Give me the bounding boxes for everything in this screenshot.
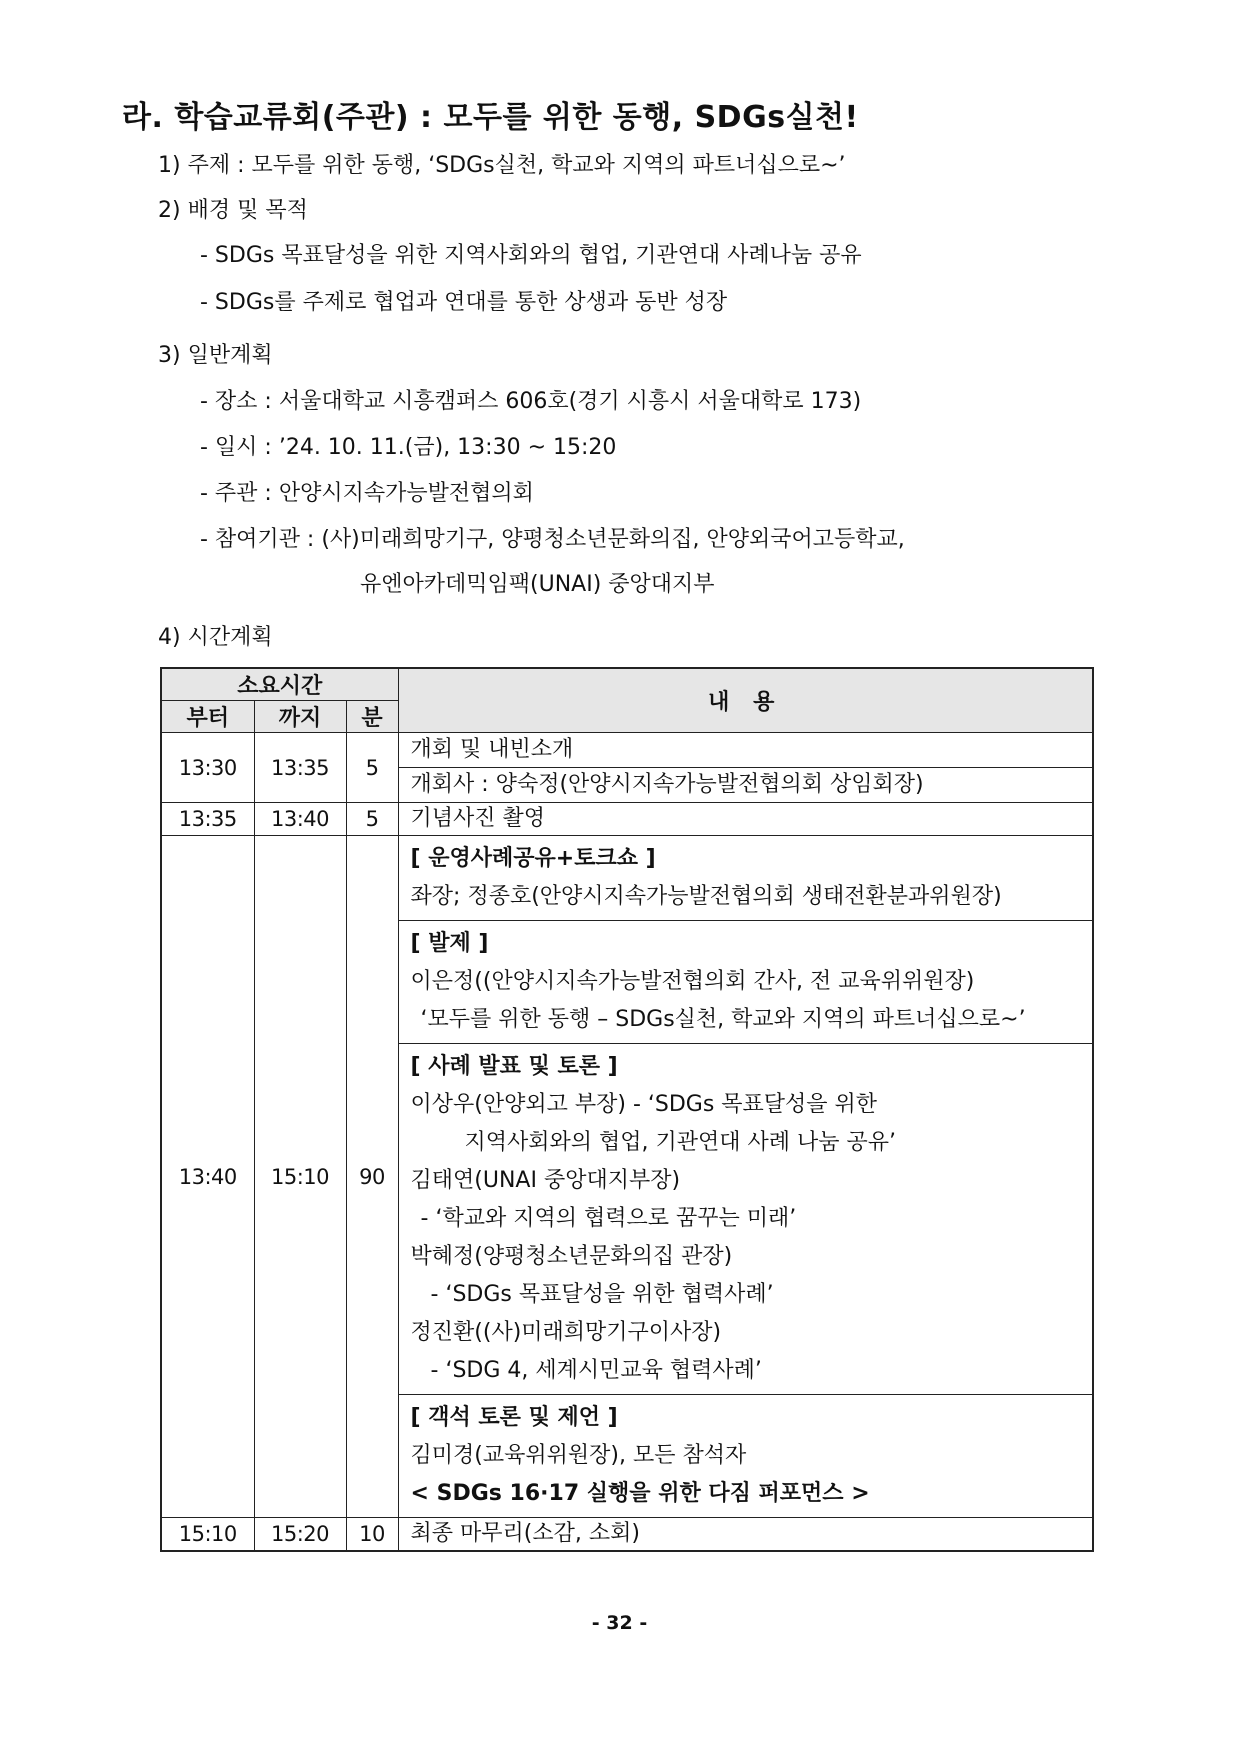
cell-min: 5 (346, 733, 398, 803)
header-from: 부터 (161, 701, 254, 733)
content-line: 이상우(안양외고 부장) - ‘SDGs 목표달성을 위한 (410, 1092, 878, 1117)
group-title: [ 객석 토론 및 제언 ] (410, 1405, 618, 1430)
content-line: < SDGs 16·17 실행을 위한 다짐 퍼포먼스 > (410, 1481, 870, 1506)
cell-min: 90 (346, 836, 398, 1518)
content-line: 김태연(UNAI 중앙대지부장) (410, 1168, 681, 1193)
cell-to: 13:35 (254, 733, 346, 803)
content-line: - ‘SDG 4, 세계시민교육 협력사례’ (430, 1358, 762, 1383)
page-number: - 32 - (591, 1612, 648, 1634)
cell-from: 15:10 (161, 1518, 254, 1552)
table-row (161, 803, 1093, 836)
header-min: 분 (346, 701, 398, 733)
plan-heading: 3) 일반계획 (158, 343, 273, 368)
content-line: - ‘SDGs 목표달성을 위한 협력사례’ (430, 1282, 774, 1307)
content-line: 김미경(교육위위원장), 모든 참석자 (410, 1443, 747, 1468)
group-title: [ 발제 ] (410, 931, 489, 956)
content-line: 박혜정(양평청소년문화의집 관장) (410, 1244, 733, 1269)
cell-to: 15:20 (254, 1518, 346, 1552)
content-line: 기념사진 촬영 (410, 806, 546, 831)
content-line: ‘모두를 위한 동행 – SDGs실천, 학교와 지역의 파트너십으로~’ (420, 1007, 1026, 1032)
background-heading: 2) 배경 및 목적 (158, 198, 308, 223)
plan-item-participants-cont: 유엔아카데믹임팩(UNAI) 중앙대지부 (360, 572, 715, 597)
header-duration: 소요시간 (161, 668, 398, 701)
plan-item-host: - 주관 : 안양시지속가능발전협의회 (200, 481, 534, 506)
background-item: - SDGs 목표달성을 위한 지역사회와의 협업, 기관연대 사례나눔 공유 (200, 243, 862, 268)
cell-to: 13:40 (254, 803, 346, 836)
plan-item-date: - 일시 : ’24. 10. 11.(금), 13:30 ~ 15:20 (200, 435, 617, 460)
topic-line: 1) 주제 : 모두를 위한 동행, ‘SDGs실천, 학교와 지역의 파트너십으로~’ (158, 153, 846, 178)
plan-item-participants: - 참여기관 : (사)미래희망기구, 양평청소년문화의집, 안양외국어고등학교, (200, 527, 905, 552)
content-line: 개회 및 내빈소개 (410, 737, 574, 762)
group-title: [ 운영사례공유+토크쇼 ] (410, 846, 656, 871)
cell-from: 13:40 (161, 836, 254, 1518)
table-row (161, 1518, 1093, 1552)
group-title: [ 사례 발표 및 토론 ] (410, 1054, 618, 1079)
content-line: 정진환((사)미래희망기구이사장) (410, 1320, 722, 1345)
table-row (161, 733, 1093, 768)
content-line: 좌장; 정종호(안양시지속가능발전협의회 생태전환분과위원장) (410, 884, 1002, 909)
table-row (161, 836, 1093, 921)
background-item: - SDGs를 주제로 협업과 연대를 통한 상생과 동반 성장 (200, 290, 728, 315)
content-line: 지역사회와의 협업, 기관연대 사례 나눔 공유’ (464, 1130, 897, 1155)
cell-from: 13:30 (161, 733, 254, 803)
header-to: 까지 (254, 701, 346, 733)
content-line: - ‘학교와 지역의 협력으로 꿈꾸는 미래’ (420, 1206, 797, 1231)
content-line: 최종 마무리(소감, 소회) (410, 1521, 640, 1546)
plan-item-place: - 장소 : 서울대학교 시흥캠퍼스 606호(경기 시흥시 서울대학로 173) (200, 389, 862, 414)
content-line: 이은정((안양시지속가능발전협의회 간사, 전 교육위위원장) (410, 969, 975, 994)
cell-from: 13:35 (161, 803, 254, 836)
content-line: 개회사 : 양숙정(안양시지속가능발전협의회 상임회장) (410, 772, 924, 797)
section-heading: 라. 학습교류회(주관) : 모두를 위한 동행, SDGs실천! (122, 100, 859, 135)
header-content: 내 용 (398, 668, 1093, 733)
cell-to: 15:10 (254, 836, 346, 1518)
schedule-table (160, 667, 1094, 1552)
schedule-heading: 4) 시간계획 (158, 625, 273, 650)
cell-min: 10 (346, 1518, 398, 1552)
cell-min: 5 (346, 803, 398, 836)
